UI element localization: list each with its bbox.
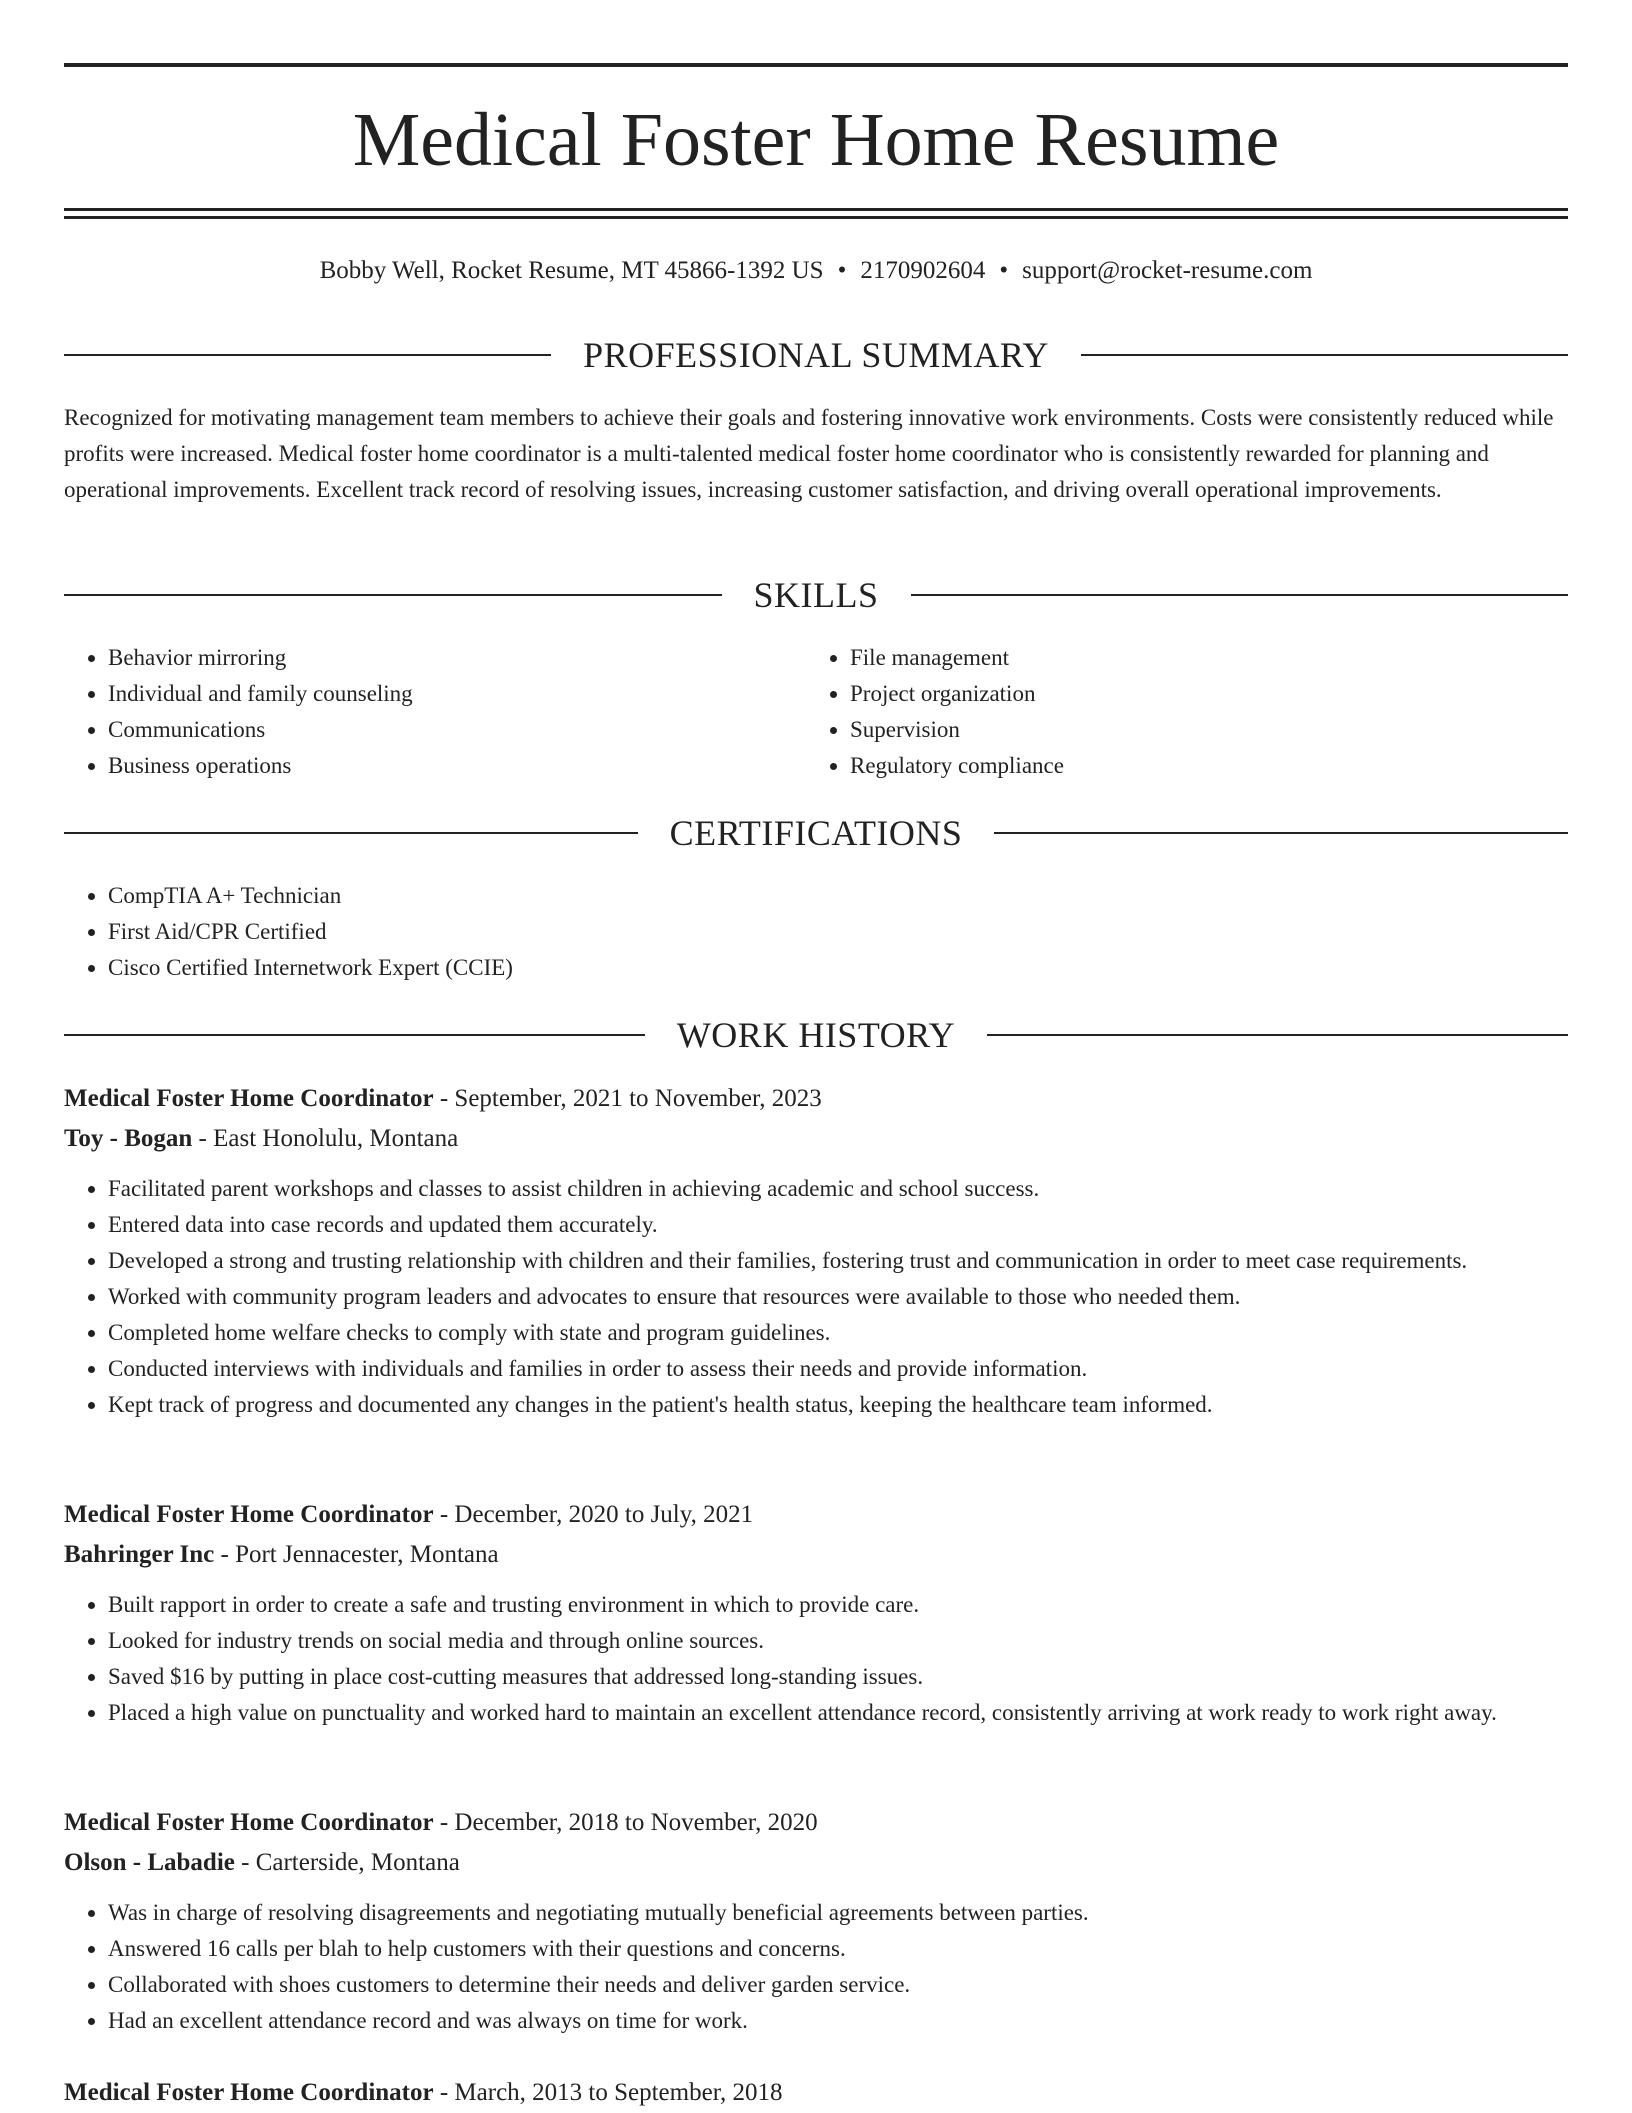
divider-line bbox=[911, 594, 1569, 596]
job-title-line bbox=[64, 1495, 1568, 1535]
job-location: - East Honolulu, Montana bbox=[192, 1125, 459, 1152]
job-entry bbox=[64, 1079, 1568, 1423]
title-rule-lower bbox=[64, 216, 1568, 219]
job-title: Medical Foster Home Coordinator bbox=[64, 1501, 434, 1528]
skill-item: • Individual and family counseling bbox=[108, 676, 764, 712]
job-company: Toy - Bogan bbox=[64, 1125, 193, 1152]
job-title-line bbox=[64, 1803, 1568, 1843]
job-duty-item: • Answered 16 calls per blah to help customers with their questions and concerns. bbox=[108, 1931, 1568, 1967]
skill-item: • Project organization bbox=[850, 676, 1566, 712]
section-heading-summary bbox=[64, 332, 1568, 378]
section-title: WORK HISTORY bbox=[676, 1015, 956, 1055]
job-duty-item: • Saved $16 by putting in place cost-cutting measures that addressed long-standing issues. bbox=[108, 1659, 1568, 1695]
contact-address: Bobby Well, Rocket Resume, MT 45866-1392 US bbox=[319, 257, 824, 284]
job-company-line bbox=[64, 1119, 1568, 1159]
job-entry bbox=[64, 1495, 1568, 1731]
page-title: Medical Foster Home Resume bbox=[352, 98, 1280, 182]
job-duty-item: • Completed home welfare checks to comply with state and program guidelines. bbox=[108, 1315, 1568, 1351]
job-company: Bahringer Inc bbox=[64, 1541, 215, 1568]
job-duty-item: • Built rapport in order to create a safe and trusting environment in which to provide care. bbox=[108, 1587, 1568, 1623]
job-dates: - December, 2018 to November, 2020 bbox=[433, 1809, 818, 1836]
job-title-line bbox=[64, 2073, 1568, 2113]
contact-line bbox=[64, 254, 1568, 288]
job-duty-item: • Entered data into case records and updated them accurately. bbox=[108, 1207, 1568, 1243]
skills-column-left bbox=[64, 640, 764, 784]
divider-line bbox=[64, 832, 638, 834]
section-heading-certifications bbox=[64, 810, 1568, 856]
skill-item: • Communications bbox=[108, 712, 764, 748]
job-duties bbox=[64, 1587, 1568, 1731]
job-company-line bbox=[64, 1535, 1568, 1575]
summary-text: Recognized for motivating management team members to achieve their goals and fostering innovative work environments. Costs were consistently reduced while profits were increased. Medical foster home coordinator is a multi-talented medical foster home coordinator who is consistently rewarded for planning and operational improvements. Excellent track record of resolving issues, increasing customer satisfaction, and driving overall operational improvements. bbox=[64, 405, 1554, 502]
job-duty-item: • Facilitated parent workshops and classes to assist children in achieving academic and school success. bbox=[108, 1171, 1568, 1207]
divider-line bbox=[64, 354, 551, 356]
section-title: CERTIFICATIONS bbox=[669, 813, 963, 853]
job-duty-item: • Was in charge of resolving disagreements and negotiating mutually beneficial agreements between parties. bbox=[108, 1895, 1568, 1931]
skill-item: • Regulatory compliance bbox=[850, 748, 1566, 784]
certification-item: • CompTIA A+ Technician bbox=[108, 878, 1568, 914]
section-title: PROFESSIONAL SUMMARY bbox=[583, 335, 1049, 375]
job-duty-item: • Collaborated with shoes customers to determine their needs and deliver garden service. bbox=[108, 1967, 1568, 2003]
job-duty-item: • Worked with community program leaders and advocates to ensure that resources were available to those who needed them. bbox=[108, 1279, 1568, 1315]
section-heading-work-history bbox=[64, 1012, 1568, 1058]
job-dates: - March, 2013 to September, 2018 bbox=[433, 2079, 783, 2106]
top-rule bbox=[64, 63, 1568, 67]
contact-phone: 2170902604 bbox=[860, 257, 986, 284]
skill-item: • Behavior mirroring bbox=[108, 640, 764, 676]
divider-line bbox=[1081, 354, 1568, 356]
job-location: - Carterside, Montana bbox=[234, 1849, 460, 1876]
certification-item: • First Aid/CPR Certified bbox=[108, 914, 1568, 950]
title-rule-upper bbox=[64, 208, 1568, 211]
job-duty-item: • Conducted interviews with individuals and families in order to assess their needs and provide information. bbox=[108, 1351, 1568, 1387]
job-dates: - December, 2020 to July, 2021 bbox=[433, 1501, 754, 1528]
contact-email: support@rocket-resume.com bbox=[1022, 257, 1313, 284]
certifications-list bbox=[64, 878, 1568, 986]
contact-separator: • bbox=[999, 257, 1009, 284]
job-duty-item: • Had an excellent attendance record and was always on time for work. bbox=[108, 2003, 1568, 2039]
job-title: Medical Foster Home Coordinator bbox=[64, 2079, 434, 2106]
divider-line bbox=[994, 832, 1568, 834]
skill-item: • File management bbox=[850, 640, 1566, 676]
divider-line bbox=[64, 594, 722, 596]
job-entry bbox=[64, 1803, 1568, 2039]
job-title: Medical Foster Home Coordinator bbox=[64, 1809, 434, 1836]
skill-item: • Supervision bbox=[850, 712, 1566, 748]
job-entry bbox=[64, 2073, 1568, 2113]
job-location: - Port Jennacester, Montana bbox=[214, 1541, 499, 1568]
job-title-line bbox=[64, 1079, 1568, 1119]
section-title: SKILLS bbox=[753, 575, 879, 615]
job-company-line bbox=[64, 1843, 1568, 1883]
job-company: Olson - Labadie bbox=[64, 1849, 235, 1876]
job-duty-item: • Placed a high value on punctuality and worked hard to maintain an excellent attendance record, consistently arriving at work ready to work right away. bbox=[108, 1695, 1568, 1731]
skills-column-right bbox=[806, 640, 1566, 784]
skill-item: • Business operations bbox=[108, 748, 764, 784]
job-duties bbox=[64, 1895, 1568, 2039]
section-heading-skills bbox=[64, 572, 1568, 618]
contact-separator: • bbox=[837, 257, 847, 284]
job-duty-item: • Looked for industry trends on social media and through online sources. bbox=[108, 1623, 1568, 1659]
job-duties bbox=[64, 1171, 1568, 1423]
job-dates: - September, 2021 to November, 2023 bbox=[433, 1085, 822, 1112]
divider-line bbox=[64, 1034, 645, 1036]
job-title: Medical Foster Home Coordinator bbox=[64, 1085, 434, 1112]
certification-item: • Cisco Certified Internetwork Expert (CCIE) bbox=[108, 950, 1568, 986]
divider-line bbox=[987, 1034, 1568, 1036]
job-duty-item: • Kept track of progress and documented any changes in the patient's health status, keeping the healthcare team informed. bbox=[108, 1387, 1568, 1423]
job-duty-item: • Developed a strong and trusting relationship with children and their families, fostering trust and communication in order to meet case requirements. bbox=[108, 1243, 1568, 1279]
